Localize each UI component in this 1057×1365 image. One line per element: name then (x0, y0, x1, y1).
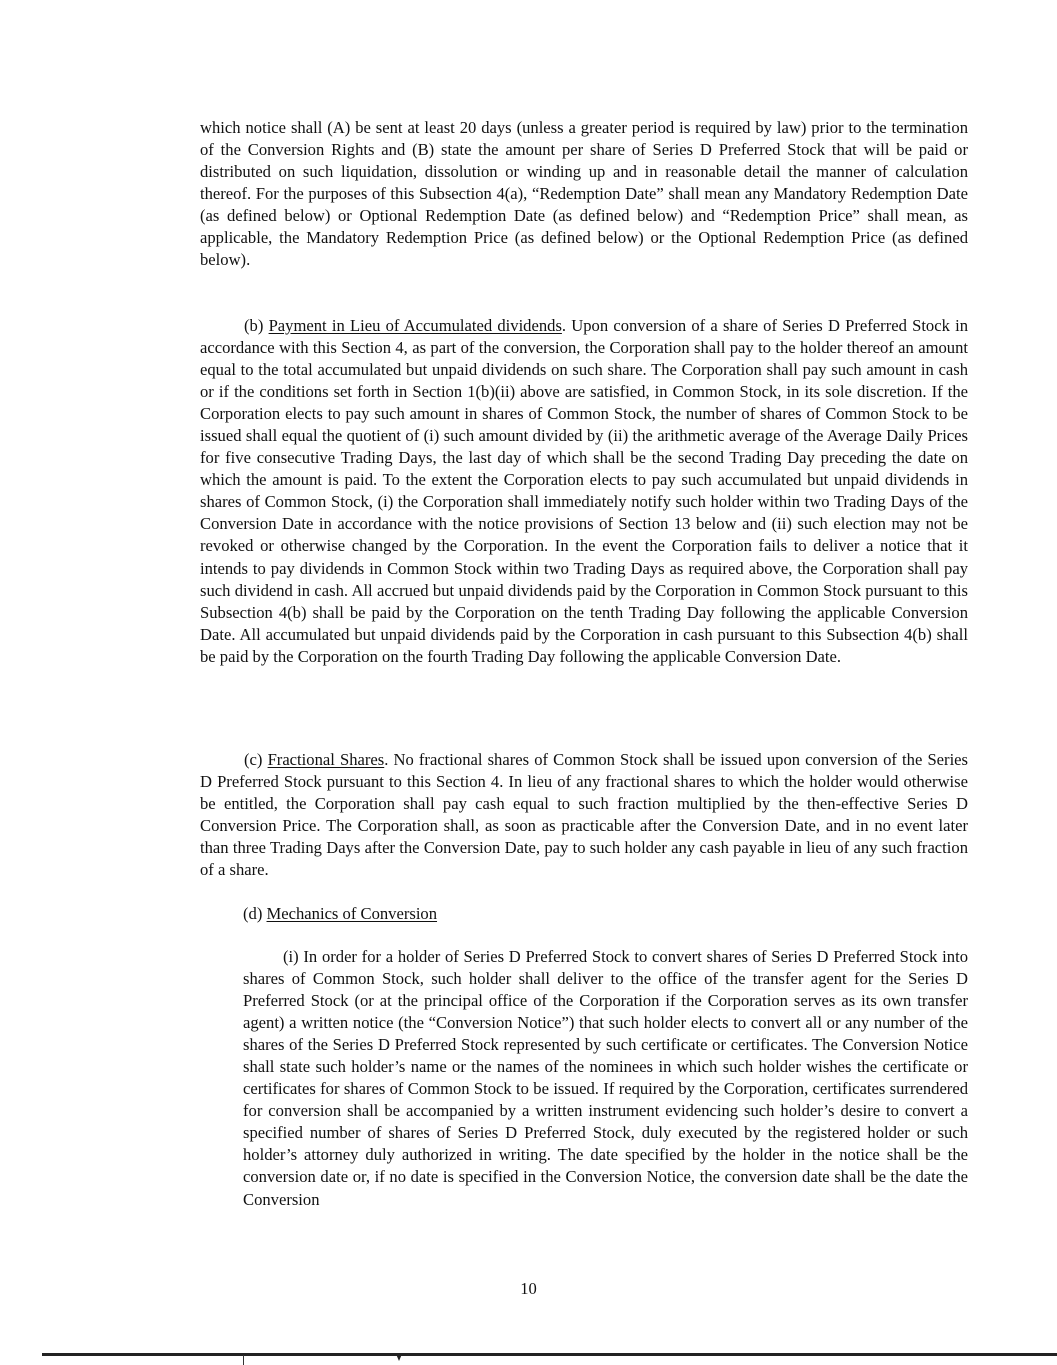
bottom-rule (42, 1353, 1057, 1356)
paragraph-d-i-conversion-notice (243, 946, 968, 1211)
bottom-tick-mark (243, 1355, 244, 1365)
paragraph-notice-continuation: which notice shall (A) be sent at least 20 days (unless a greater period is required by law) prior to the termination of the Conversion Rights and (B) state the amount per share of Series D Preferred Stock that will be paid or distributed on such liquidation, dissolution or winding up and in reasonable detail the manner of calculation thereof. For the purposes of this Subsection 4(a), “Redemption Date” shall mean any Mandatory Redemption Date (as defined below) or Optional Redemption Date (as defined below) and “Redemption Price” shall mean, as applicable, the Mandatory Redemption Price (as defined below) or the Optional Redemption Price (as defined below). (200, 118, 968, 270)
section-d-title: Mechanics of Conversion (266, 904, 438, 923)
section-d-i-label: (i) (283, 947, 299, 966)
section-c-label: (c) (244, 750, 263, 769)
paragraph-c-fractional-shares (200, 749, 968, 881)
paragraph-b-payment-in-lieu (200, 315, 968, 668)
bottom-tab-marker (396, 1354, 402, 1361)
section-b-text: . Upon conversion of a share of Series D Preferred Stock in accordance with this Section 4, as part of the conversion, the Corporation shall pay to the holder thereof an amount equal to the total accumulated but unpaid dividends on such share. The Corporation shall pay such amount in cash or if the conditions set forth in Section 1(b)(ii) above are satisfied, in Common Stock, in its sole discretion. If the Corporation elects to pay such amount in shares of Common Stock, the number of shares of Common Stock to be issued shall equal the quotient of (i) such amount divided by (ii) the arithmetic average of the Average Daily Prices for five consecutive Trading Days, the last day of which shall be the second Trading Day preceding the date on which the amount is paid. To the extent the Corporation elects to pay such accumulated but unpaid dividends in shares of Common Stock, (i) the Corporation shall immediately notify such holder within two Trading Days of the Conversion Date in accordance with the notice provisions of Section 13 below and (ii) such election may not be revoked or otherwise changed by the Corporation. In the event the Corporation fails to deliver a notice that it intends to pay dividends in Common Stock within two Trading Days as required above, the Corporation shall pay such dividend in cash. All accrued but unpaid dividends paid by the Corporation in Common Stock pursuant to this Subsection 4(b) shall be paid by the Corporation on the tenth Trading Day following the applicable Conversion Date. All accumulated but unpaid dividends paid by the Corporation in cash pursuant to this Subsection 4(b) shall be paid by the Corporation on the fourth Trading Day following the applicable Conversion Date. (200, 316, 969, 666)
page-number: 10 (520, 1279, 537, 1298)
section-c-title: Fractional Shares (267, 750, 385, 769)
section-d-i-text: In order for a holder of Series D Preferred Stock to convert shares of Series D Preferred Stock into shares of Common Stock, such holder shall deliver to the office of the transfer agent for the Series D Preferred Stock (or at the principal office of the Corporation if the Corporation serves as its own transfer agent) a written notice (the “Conversion Notice”) that such holder elects to convert all or any number of the shares of the Series D Preferred Stock represented by such certificate or certificates. The Conversion Notice shall state such holder’s name or the names of the nominees in which such holder wishes the certificate or certificates for shares of Common Stock to be issued. If required by the Corporation, certificates surrendered for conversion shall be accompanied by a written instrument evidencing such holder’s desire to convert a specified number of shares of Series D Preferred Stock, duly executed by the registered holder or such holder’s attorney duly authorized in writing. The date specified by the holder in the notice shall be the conversion date or, if no date is specified in the Conversion Notice, the conversion date shall be the date the Conversion (243, 947, 968, 1209)
section-b-label: (b) (244, 316, 264, 335)
heading-d-mechanics-of-conversion (243, 903, 437, 925)
section-c-text: . No fractional shares of Common Stock shall be issued upon conversion of the Series D Preferred Stock pursuant to this Section 4. In lieu of any fractional shares to which the holder would otherwise be entitled, the Corporation shall pay cash equal to such fraction multiplied by the then-effective Series D Conversion Price. The Corporation shall, as soon as practicable after the Conversion Date, and in no event later than three Trading Days after the Conversion Date, pay to such holder any cash payable in lieu of any such fraction of a share. (200, 750, 969, 880)
section-b-title: Payment in Lieu of Accumulated dividends (268, 316, 562, 335)
section-d-label: (d) (243, 904, 263, 923)
